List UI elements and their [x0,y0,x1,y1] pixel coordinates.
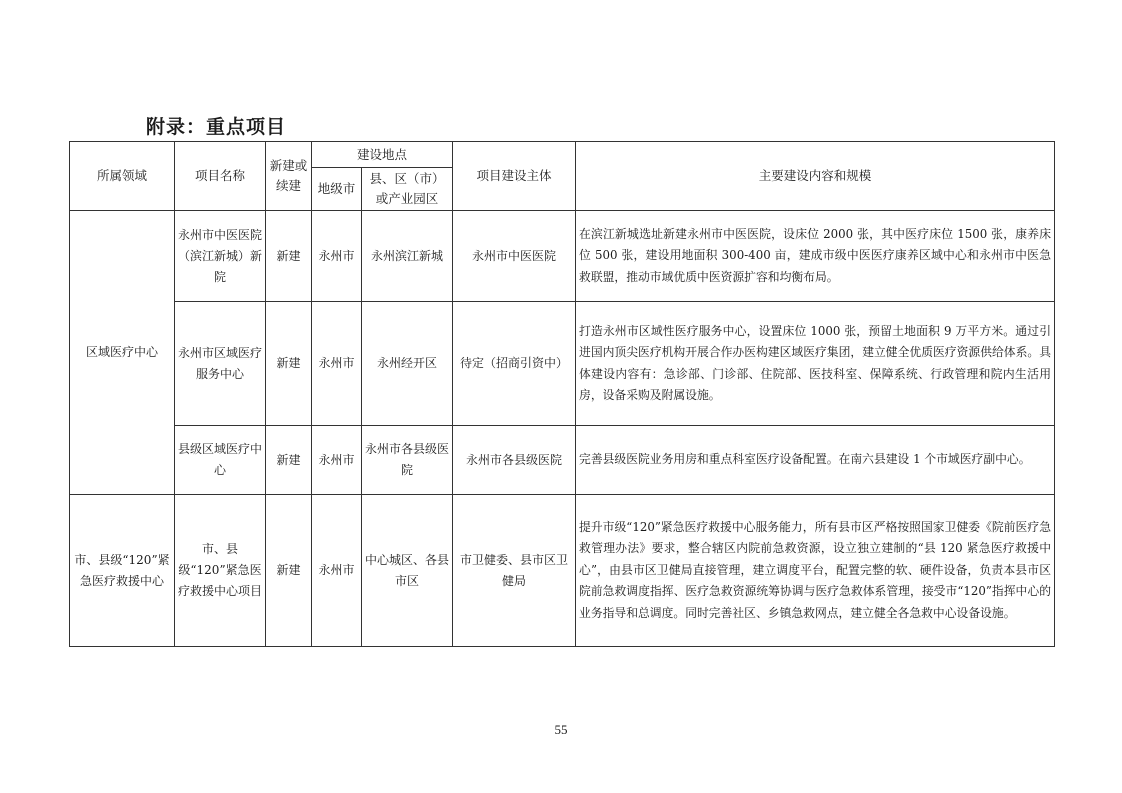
content-cell: 在滨江新城选址新建永州市中医医院，设床位 2000 张，其中医疗床位 1500 张，康养床位 500 张，建设用地面积 300-400 亩，建成市级中医医疗康养区域中心和永州市中医急救联盟，推动市域优质中医资源扩容和均衡布局。 [576,211,1055,302]
header-content: 主要建设内容和规模 [576,142,1055,211]
table-row [70,302,1055,426]
content-cell: 打造永州市区域性医疗服务中心，设置床位 1000 张，预留土地面积 9 万平方米。通过引进国内顶尖医疗机构开展合作办医构建区域医疗集团，建立健全优质医疗资源供给体系。具体建设内容有：急诊部、门诊部、住院部、医技科室、保障系统、行政管理和院内生活用房，设备采购及附属设施。 [576,302,1055,426]
header-city: 地级市 [312,168,362,211]
status-cell: 新建 [266,426,312,495]
header-owner: 项目建设主体 [453,142,576,211]
table-row [70,426,1055,495]
header-location: 建设地点 [312,142,453,168]
content-cell: 提升市级“120”紧急医疗救援中心服务能力，所有县市区严格按照国家卫健委《院前医疗急救管理办法》要求，整合辖区内院前急救资源，设立独立建制的“县 120 紧急医疗救援中心”，由县市区卫健局直接管理，建立调度平台，配置完整的软、硬件设备，负责本县市区院前急救调度指挥、医疗急救资源统筹协调与医疗急救体系管理，接受市“120”指挥中心的业务指导和总调度。同时完善社区、乡镇急救网点，建立健全各急救中心设备设施。 [576,495,1055,647]
table-row [70,495,1055,647]
project-name-cell: 市、县级“120”紧急医疗救援中心项目 [175,495,266,647]
header-new-or-continued: 新建或续建 [266,142,312,211]
city-cell: 永州市 [312,302,362,426]
county-cell: 中心城区、各县市区 [362,495,453,647]
city-cell: 永州市 [312,211,362,302]
domain-cell: 区域医疗中心 [70,211,175,495]
county-cell: 永州滨江新城 [362,211,453,302]
header-county: 县、区（市）或产业园区 [362,168,453,211]
status-cell: 新建 [266,302,312,426]
content-cell: 完善县级医院业务用房和重点科室医疗设备配置。在南六县建设 1 个市域医疗副中心。 [576,426,1055,495]
page-number: 55 [554,722,568,737]
table-row [70,211,1055,302]
county-cell: 永州经开区 [362,302,453,426]
owner-cell: 永州市各县级医院 [453,426,576,495]
key-projects-table [69,141,1055,647]
project-name-cell: 县级区域医疗中心 [175,426,266,495]
city-cell: 永州市 [312,495,362,647]
header-domain: 所属领域 [70,142,175,211]
project-name-cell: 永州市区域医疗服务中心 [175,302,266,426]
page-title: 附录：重点项目 [146,116,287,138]
header-project-name: 项目名称 [175,142,266,211]
owner-cell: 永州市中医医院 [453,211,576,302]
domain-cell: 市、县级“120”紧急医疗救援中心 [70,495,175,647]
city-cell: 永州市 [312,426,362,495]
county-cell: 永州市各县级医院 [362,426,453,495]
status-cell: 新建 [266,495,312,647]
owner-cell: 待定（招商引资中） [453,302,576,426]
project-name-cell: 永州市中医医院（滨江新城）新院 [175,211,266,302]
status-cell: 新建 [266,211,312,302]
owner-cell: 市卫健委、县市区卫健局 [453,495,576,647]
